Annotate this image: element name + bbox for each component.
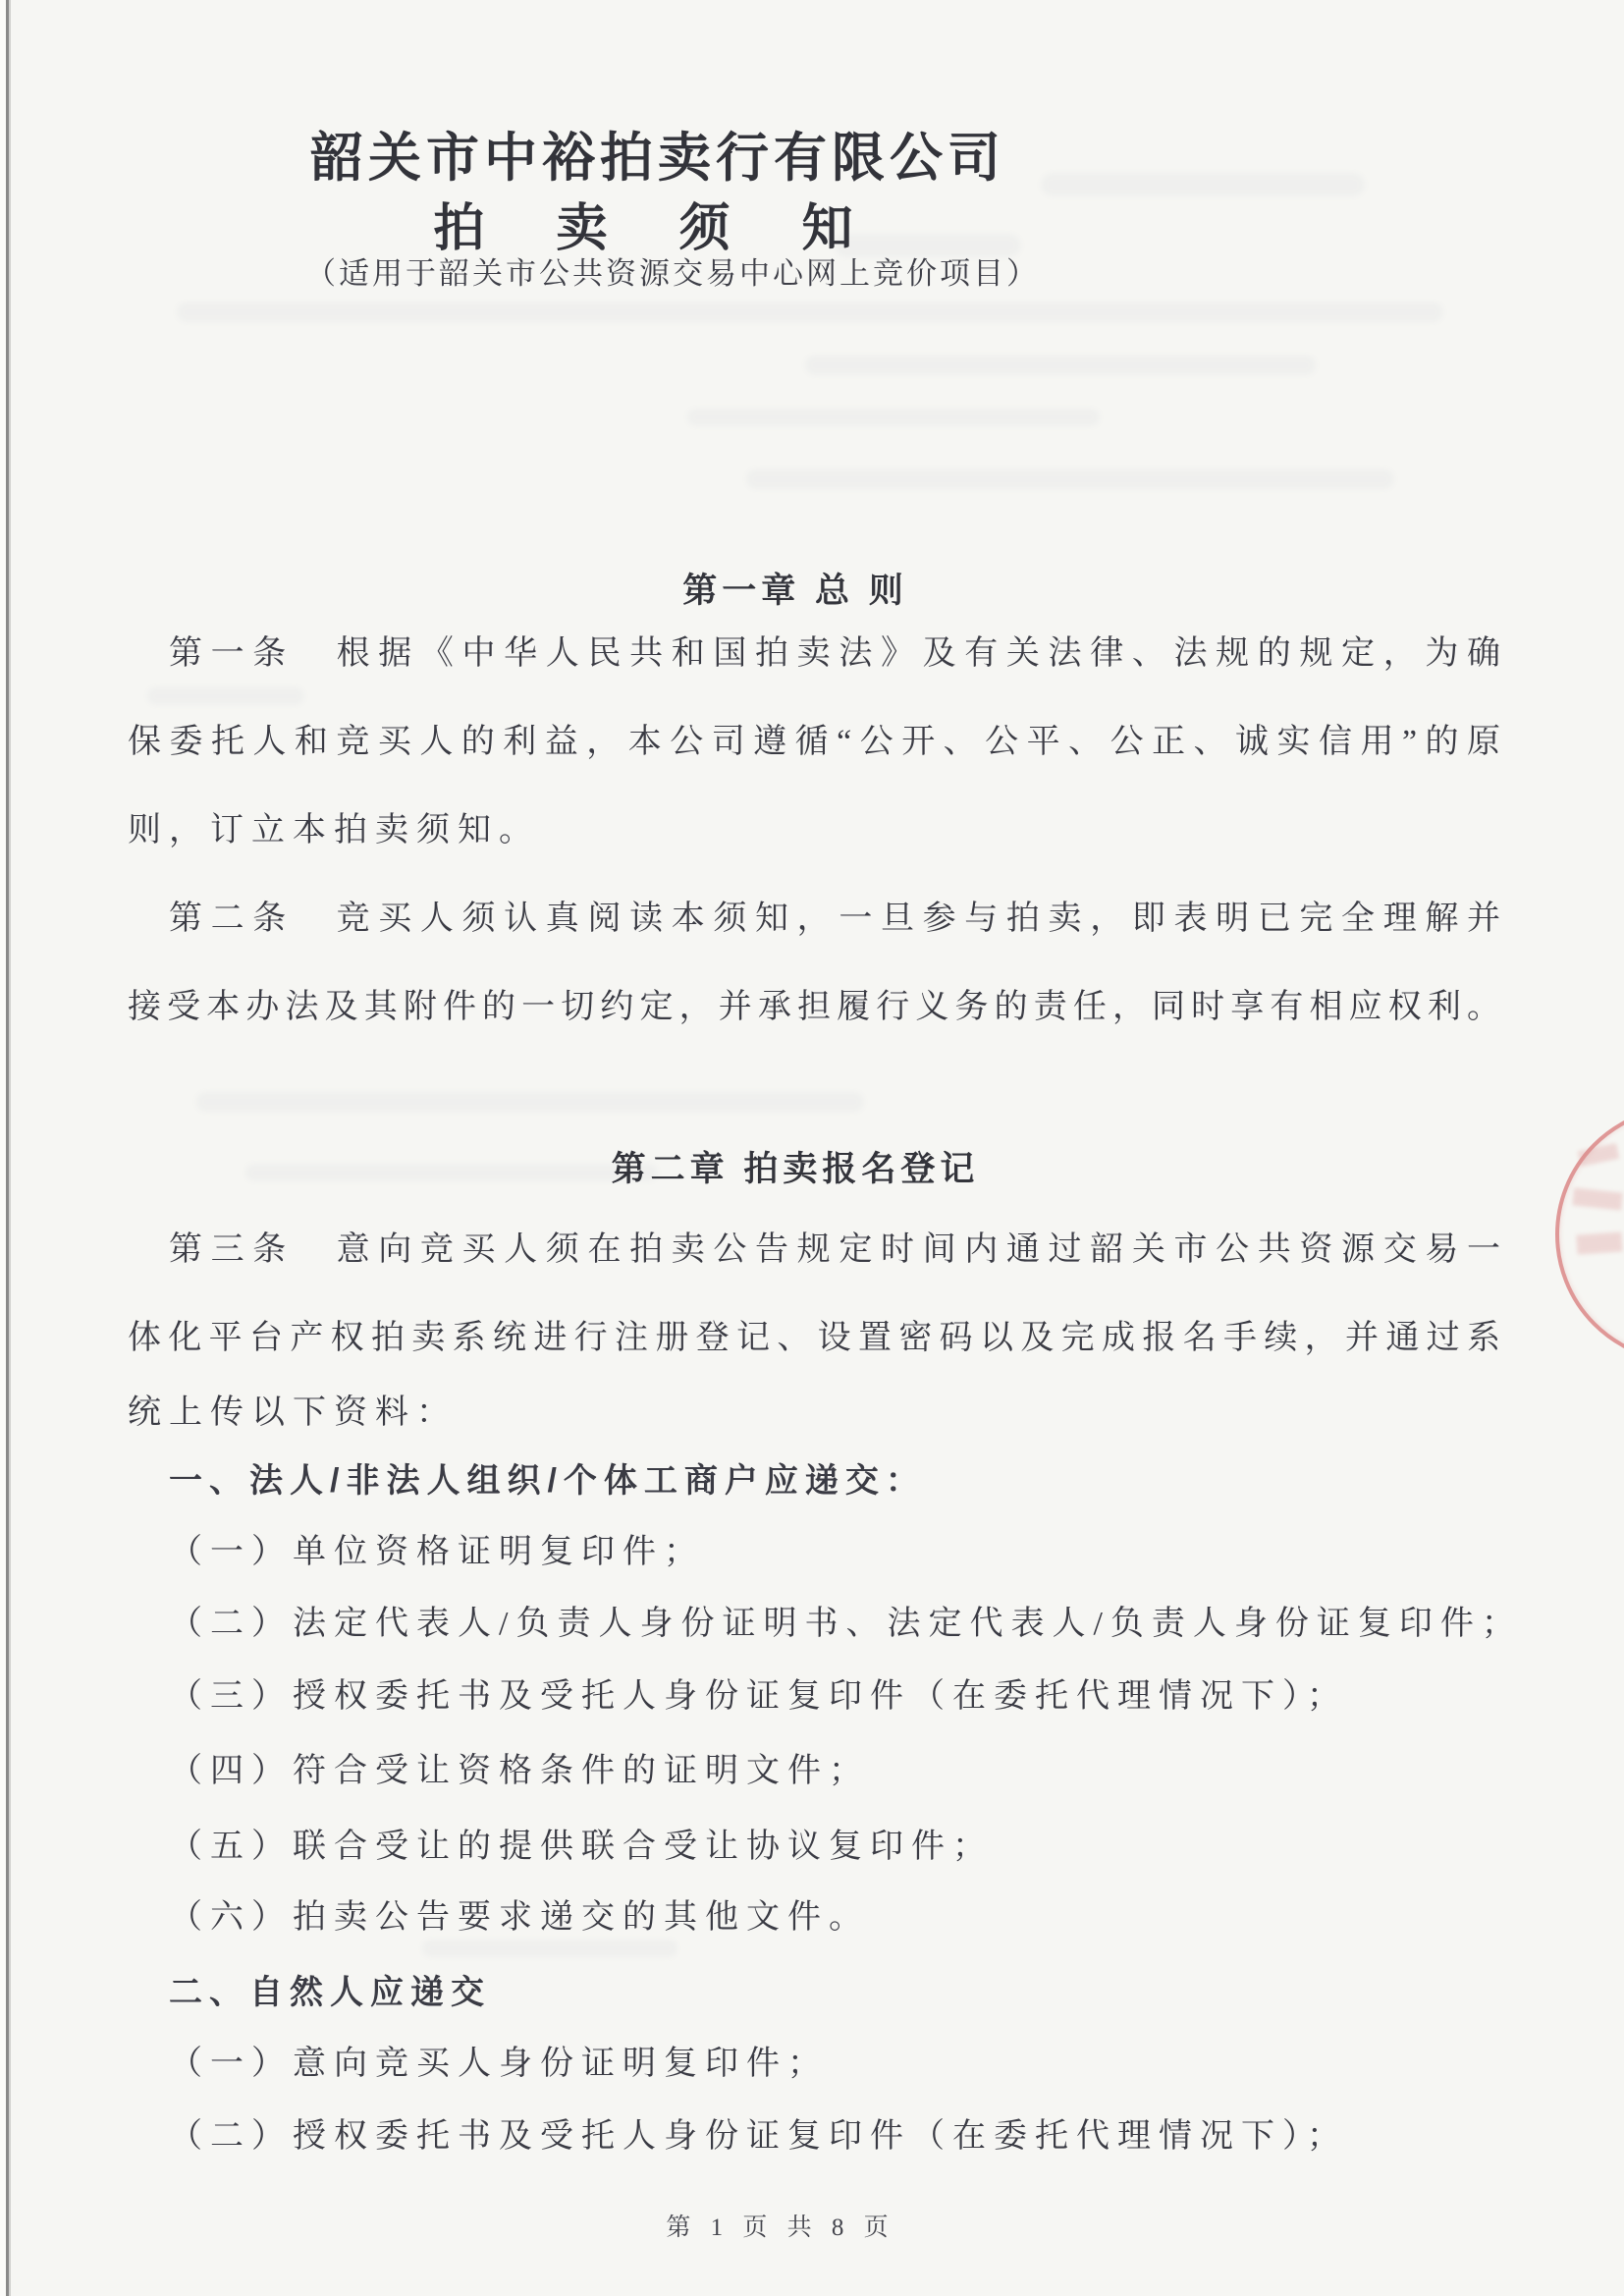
bleedthrough-artifact	[196, 1092, 864, 1112]
body-line: 体化平台产权拍卖系统进行注册登记、设置密码以及完成报名手续，并通过系	[128, 1320, 1502, 1356]
list-item-line: （三）授权委托书及受托人身份证复印件（在委托代理情况下）；	[169, 1678, 1348, 1715]
chapter2-heading: 第二章 拍卖报名登记	[611, 1150, 980, 1188]
bleedthrough-artifact	[687, 409, 1100, 426]
list-item-line: （一）单位资格证明复印件；	[169, 1534, 705, 1570]
list-item-line: （二）法定代表人/负责人身份证明书、法定代表人/负责人身份证复印件；	[169, 1606, 1523, 1642]
body-line: 第三条 意向竞买人须在拍卖公告规定时间内通过韶关市公共资源交易一	[169, 1231, 1502, 1268]
list-header-line: 二、自然人应递交	[169, 1974, 491, 2011]
bleedthrough-artifact	[177, 302, 1443, 322]
list-header-line: 一、法人/非法人组织/个体工商户应递交：	[169, 1462, 926, 1500]
chapter1-heading: 第一章 总 则	[682, 572, 908, 610]
body-line: 保委托人和竞买人的利益，本公司遵循“公开、公平、公正、诚实信用”的原	[128, 724, 1502, 760]
body-line: 则，订立本拍卖须知。	[128, 812, 540, 848]
list-item-line: （六）拍卖公告要求递交的其他文件。	[169, 1899, 870, 1936]
list-item-line: （一）意向竞买人身份证明复印件；	[169, 2046, 829, 2082]
list-item-line: （二）授权委托书及受托人身份证复印件（在委托代理情况下）；	[169, 2118, 1348, 2155]
red-seal-text-artifact	[1576, 1231, 1622, 1254]
list-item-line: （五）联合受让的提供联合受让协议复印件；	[169, 1829, 994, 1865]
bleedthrough-artifact	[805, 355, 1316, 375]
body-line: 统上传以下资料：	[128, 1394, 458, 1431]
body-line: 第二条 竞买人须认真阅读本须知，一旦参与拍卖，即表明已完全理解并	[169, 901, 1502, 937]
body-line: 第一条 根据《中华人民共和国拍卖法》及有关法律、法规的规定，为确	[169, 635, 1502, 672]
scope-note: （适用于韶关市公共资源交易中心网上竞价项目）	[305, 256, 1040, 291]
document-title: 拍 卖 须 知	[433, 201, 883, 257]
company-title: 韶关市中裕拍卖行有限公司	[310, 129, 1005, 188]
scan-edge-shadow-artifact	[9, 0, 11, 2296]
page-footer: 第 1 页 共 8 页	[666, 2214, 895, 2241]
bleedthrough-artifact	[422, 1940, 677, 1957]
bleedthrough-artifact	[746, 469, 1394, 489]
bleedthrough-artifact	[147, 687, 304, 705]
body-line: 接受本办法及其附件的一切约定，并承担履行义务的责任，同时享有相应权利。	[128, 989, 1502, 1025]
list-item-line: （四）符合受让资格条件的证明文件；	[169, 1753, 870, 1789]
